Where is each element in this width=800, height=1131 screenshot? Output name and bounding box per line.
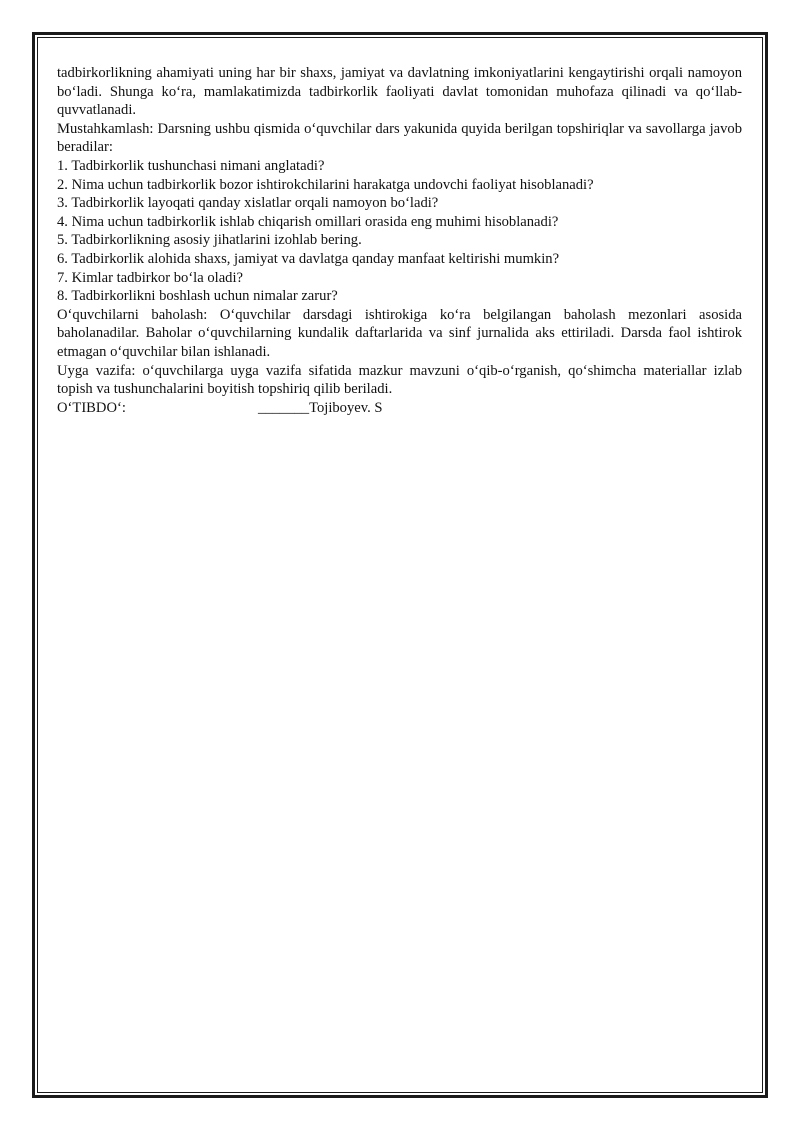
document-body	[57, 64, 742, 417]
question-item-1: 1. Tadbirkorlik tushunchasi nimani anglatadi?	[57, 157, 325, 174]
assessment-paragraph: O‘quvchilarni baholash: O‘quvchilar darsdagi ishtirokiga ko‘ra belgilangan baholash mezonlari asosida baholanadilar. Baholar o‘quvchilarning kundalik daftarlarida va sinf jurnalida aks ettiriladi. Darsda faol ishtirok etmagan o‘quvchilar bilan ishlanadi.	[57, 306, 742, 360]
question-item-3: 3. Tadbirkorlik layoqati qanday xislatlar orqali namoyon bo‘ladi?	[57, 195, 439, 212]
question-item-2: 2. Nima uchun tadbirkorlik bozor ishtirokchilarini harakatga undovchi faoliyat hisoblanadi?	[57, 176, 594, 193]
question-item-8: 8. Tadbirkorlikni boshlash uchun nimalar zarur?	[57, 288, 338, 305]
homework-paragraph: Uyga vazifa: o‘quvchilarga uyga vazifa sifatida mazkur mavzuni o‘qib-o‘rganish, qo‘shimcha materiallar izlab topish va tushunchalarini boyitish topshiriq qilib beriladi.	[57, 362, 742, 398]
question-item-6: 6. Tadbirkorlik alohida shaxs, jamiyat va davlatga qanday manfaat keltirishi mumkin?	[57, 250, 560, 267]
question-list	[57, 157, 742, 306]
signature-label: O‘TIBDO‘:	[57, 399, 126, 416]
question-item-4: 4. Nima uchun tadbirkorlik ishlab chiqarish omillari orasida eng muhimi hisoblanadi?	[57, 213, 559, 230]
intro-paragraph: tadbirkorlikning ahamiyati uning har bir shaxs, jamiyat va davlatning imkoniyatlarini kengaytirishi orqali namoyon bo‘ladi. Shunga ko‘ra, mamlakatimizda tadbirkorlik faoliyati davlat tomonidan muhofaza qilinadi va qo‘llab-quvvatlanadi.	[57, 65, 742, 119]
question-item-5: 5. Tadbirkorlikning asosiy jihatlarini izohlab bering.	[57, 232, 362, 249]
question-item-7: 7. Kimlar tadbirkor bo‘la oladi?	[57, 269, 244, 286]
signature-name: _______Tojiboyev. S	[258, 399, 383, 416]
signature-line	[57, 399, 742, 418]
reinforcement-paragraph: Mustahkamlash: Darsning ushbu qismida o‘quvchilar dars yakunida quyida berilgan topshiriqlar va savollarga javob beradilar:	[57, 120, 742, 156]
